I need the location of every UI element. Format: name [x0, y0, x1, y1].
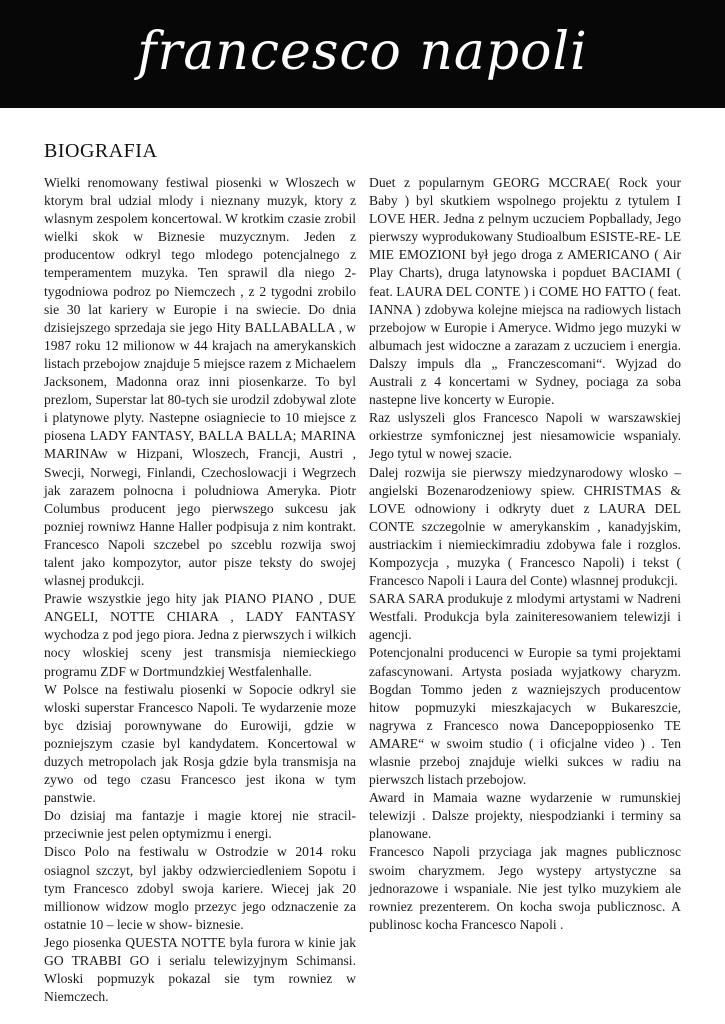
paragraph: Francesco Napoli przyciaga jak magnes publicznosc swoim charyzmem. Jego wystepy artystyczne sa jednorazowe i wspaniale. Nie jest tylko muzykiem ale rowniez prezenterem. On kocha swoja publicznosc. A publinosc kocha Francesco Napoli .	[369, 844, 681, 932]
paragraph: Duet z popularnym GEORG MCCRAE( Rock your Baby ) byl skutkiem wspolnego projektu z tytulem I LOVE HER. Jedna z pelnym uczuciem Popballady, Jego pierwszy wyprodukowany Studioalbum ESISTE-RE- LE MIE EMOZIONI był jego droga z AMERICANO ( Air Play Charts), druga latynowska i popduet BACIAMI ( feat. LAURA DEL CONTE ) i COME HO FATTO ( feat. IANNA ) zdobywa kolejne miejsca na radiowych listach przebojow w Europie i Ameryce. Widmo jego muzyki w albumach jest widoczne a zarazam z uczuciem i energia. Dalszy impuls dla „ Franczescomani“. Wyjzad do Australi z 4 koncertami w Sydney, pociaga za soba nastepne live koncerty w Europie.	[369, 175, 681, 408]
section-title: BIOGRAFIA	[44, 140, 158, 162]
header-banner	[0, 0, 725, 108]
paragraph: Jego piosenka QUESTA NOTTE byla furora w kinie jak GO TRABBI GO i serialu telewizyjnym Schimansi. Wloski popmuzyk pokazal sie tym rowniez w Niemczech.	[44, 934, 356, 1005]
paragraph: Do dzisiaj ma fantazje i magie ktorej nie stracil- przeciwnie jest pelen optymizmu i energi.	[44, 808, 356, 842]
paragraph: Dalej rozwija sie pierwszy miedzynarodowy wlosko –angielski Bozenarodzeniowy spiew. CHRISTMAS & LOVE odnowiony i odkryty duet z LAURA DEL CONTE szczegolnie w amerykanskim , kanadyjskim, austriackim i niemieckimradiu zdobywa fale i rozglos. Kompozycja , muzyka ( Francesco Napoli) i tekst ( Francesco Napoli i Laura del Conte) wlasnnej produkcji.	[369, 464, 681, 589]
left-column	[44, 174, 356, 1006]
paragraph: Disco Polo na festiwalu w Ostrodzie w 2014 roku osiagnol szczyt, byl jakby odzwierciedleniem Sopotu i tym Francesco zdobyl swoja kariere. Wiecej jak 20 millionow widzow moglo przezyc jego odznaczenie za ostatnie 10 – lecie w show- biznesie.	[44, 844, 356, 932]
paragraph: Wielki renomowany festiwal piosenki w Wloszech w ktorym bral udzial mlody i nieznany muzyk, ktory z wlasnym zespolem koncertowal. W krotkim czasie zrobil wielki skok w Biznesie muzycznym. Jeden z producentow odkryl tego mlodego potencjalnego z temperamentem muzyka. Ten sprawil dla niego 2-tygodniowa podroz po Niemczech , z 2 tygodni zrobilo sie 30 lat kariery w Europie i na swiecie. Do dnia dzisiejszego sprzedaja sie jego Hity BALLABALLA , w 1987 roku 12 milionow w 44 krajach na amerykanskich listach przebojow znajduje 5 miejsce razem z Michaelem Jacksonem, Madonna oraz inni piosenkarze. To byl prezlom, Superstar lat 80-tych sie urodzil zdobywal zlote i platynowe plyty. Nastepne osiagniecie to 10 miejsce z piosena LADY FANTASY, BALLA BALLA; MARINA MARINAw w Hizpani, Wloszech, Francji, Austri , Swecji, Norwegi, Finlandi, Czechoslowacji i Wegrzech jak zarazem polnocna i poludniowa Ameryka. Piotr Columbus producent jego pierwszego sukcesu jak pozniej rowniwz Hanne Haller podpisuja z nim kontrakt. Francesco Napoli szczebel po szceblu rozwija swoj talent jako kompozytor, autor pisze teksty do swojej wlasnej produkcji.	[44, 175, 356, 589]
paragraph: Award in Mamaia wazne wydarzenie w rumunskiej telewizji . Dalsze projekty, niespodzianki i terminy sa planowane.	[369, 790, 681, 842]
paragraph: Prawie wszystkie jego hity jak PIANO PIANO , DUE ANGELI, NOTTE CHIARA , LADY FANTASY wychodza z pod jego piora. Jedna z pierwszych i wilkich nocy wloskiej sceny jest transmisja niemieckiego programu ZDF w Dortmundzkiej Westfalenhalle.	[44, 591, 356, 679]
header-title: francesco napoli	[137, 22, 588, 82]
paragraph: SARA SARA produkuje z mlodymi artystami w Nadreni Westfali. Produkcja byla zainiteresowaniem telewizji i agencji.	[369, 591, 681, 643]
paragraph: Potencjonalni producenci w Europie sa tymi projektami zafascynowani. Artysta posiada wyjatkowy charyzm. Bogdan Tommo jeden z wazniejszych producentow hitow popmuzyki mieszkajacych w Bukareszcie, nagrywa z Francesco nowa Dancepoppiosenko TE AMARE“ w swoim studio ( i oficjalne video ) . Ten wlasnie przeboj znajduje wielki sukces w radiu na pierwszch listach przebojow.	[369, 645, 681, 788]
right-column	[369, 174, 681, 934]
paragraph: Raz uslyszeli glos Francesco Napoli w warszawskiej orkiestrze symfonicznej jest niesamowicie wspanialy. Jego tytul w nowej szacie.	[369, 410, 681, 462]
paragraph: W Polsce na festiwalu piosenki w Sopocie odkryl sie wloski superstar Francesco Napoli. Te wydarzenie moze byc dzisiaj porownywane do Eurowiji, gdzie w pozniejszym czasie byl kandydatem. Koncertowal w duzych metropolach jak Rosja gdzie byla transmisja na zywo od tego czasu Francesco jest ikona w tym panstwie.	[44, 681, 356, 806]
